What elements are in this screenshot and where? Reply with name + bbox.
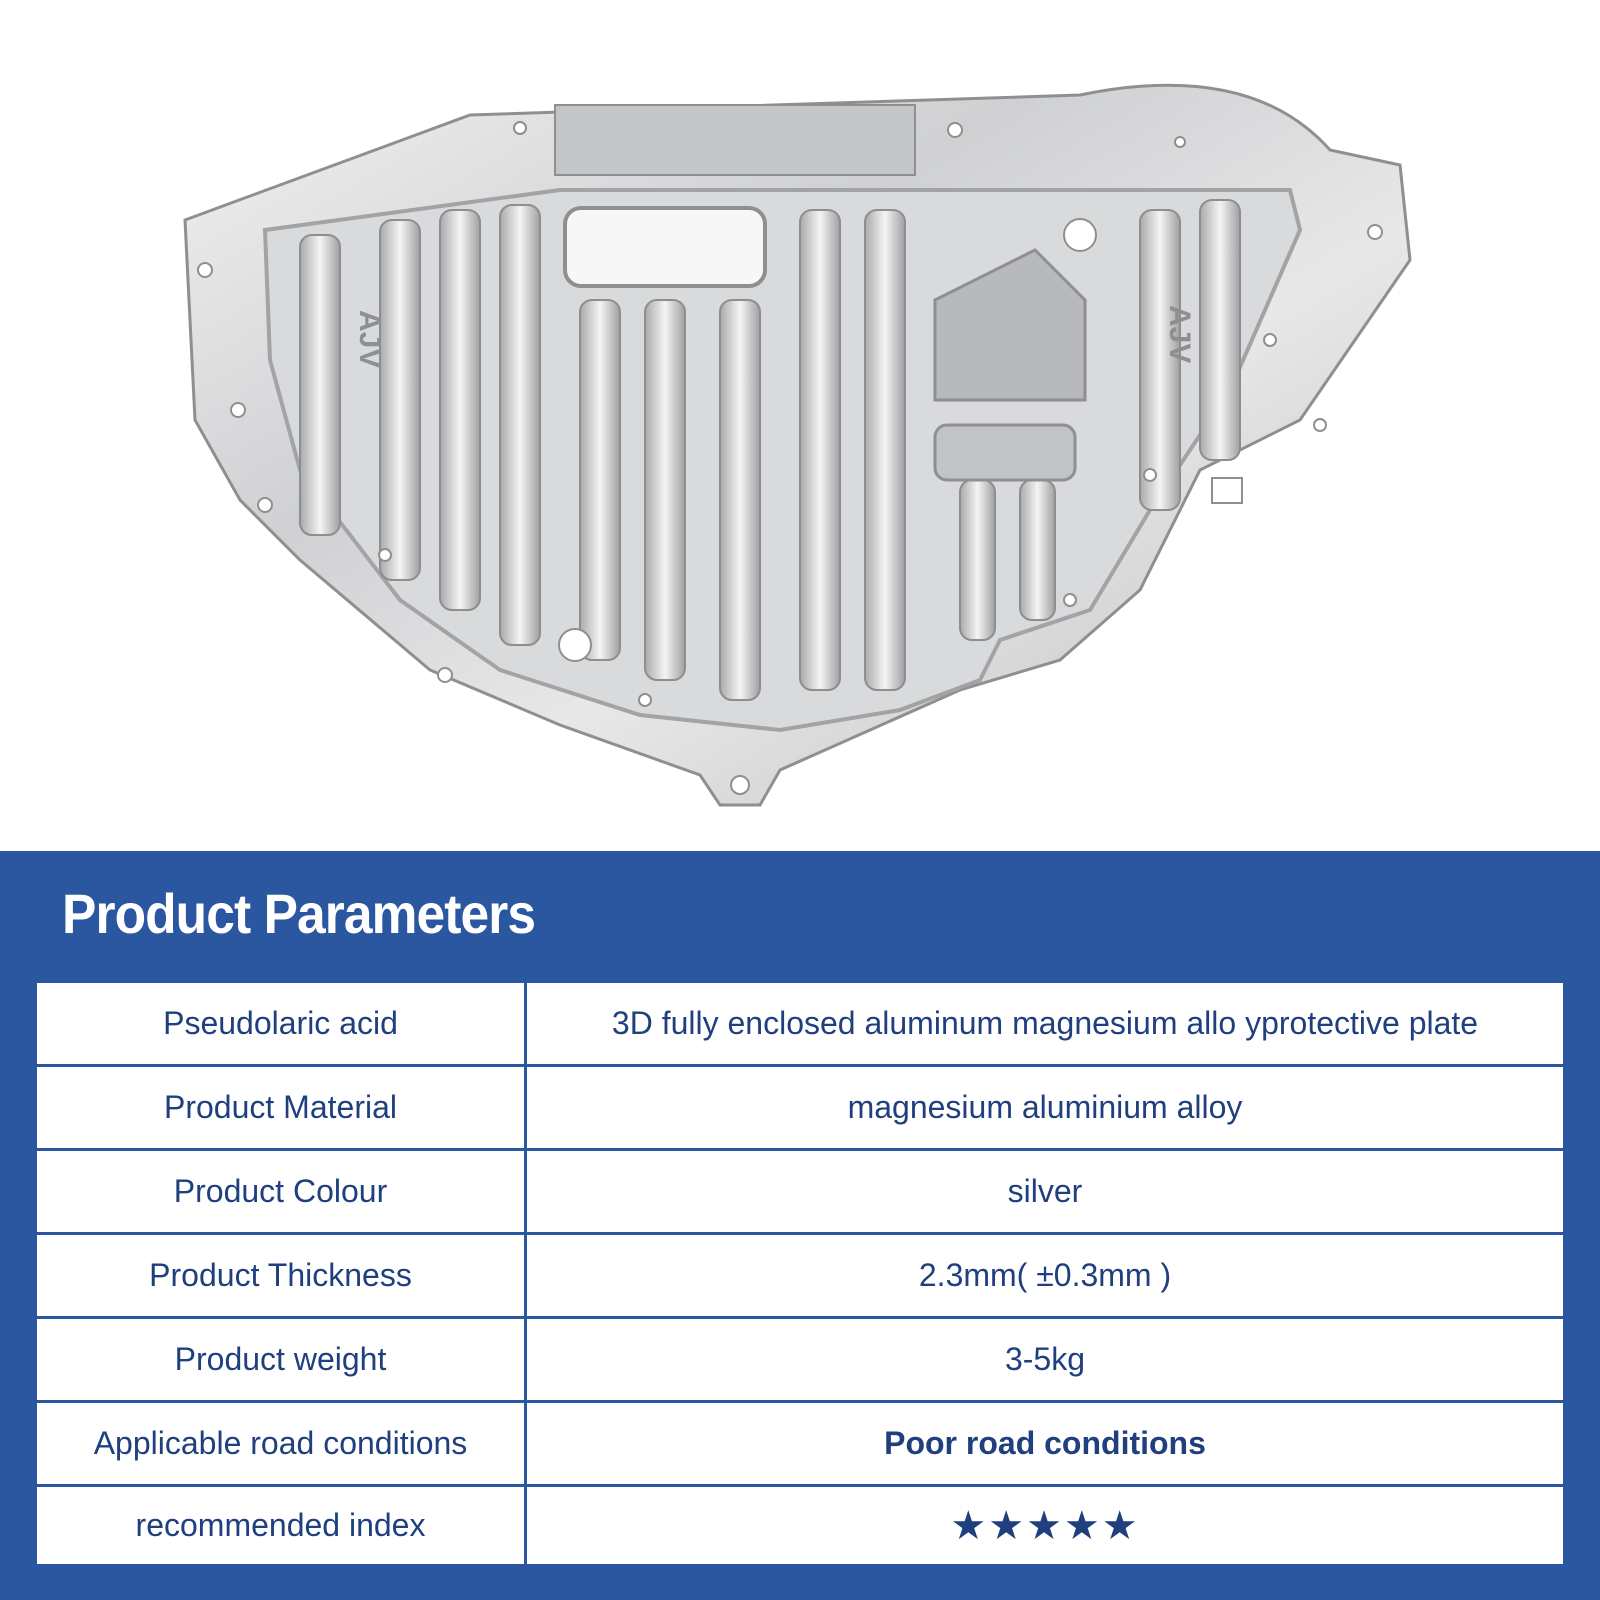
parameters-table [37,983,1563,1564]
param-value: Poor road conditions [884,1425,1206,1461]
table-row [37,1235,1563,1319]
embossed-mark-right: AJV [1163,305,1196,364]
param-value: magnesium aluminium alloy [847,1089,1243,1125]
param-label: Product Colour [37,1151,527,1232]
param-label: Product Thickness [37,1235,527,1316]
param-label: Pseudolaric acid [37,983,527,1064]
param-value: silver [1007,1173,1083,1209]
param-label: Product weight [37,1319,527,1400]
table-row [37,983,1563,1067]
table-row [37,1151,1563,1235]
param-label: Applicable road conditions [37,1403,527,1484]
rating-cell [527,1487,1563,1564]
param-value: 3D fully enclosed aluminum magnesium allo yprotective plate [611,1005,1479,1041]
table-row [37,1067,1563,1151]
table-row [37,1487,1563,1564]
top-bracket [555,105,915,175]
product-parameters-panel [0,851,1600,1600]
param-label: Product Material [37,1067,527,1148]
plate-cutout [565,208,765,286]
param-value: 2.3mm( ±0.3mm ) [918,1257,1172,1293]
table-row [37,1403,1563,1487]
star-rating: ★★★★★ [950,1503,1140,1548]
panel-title: Product Parameters [62,882,536,945]
param-label: recommended index [37,1487,527,1564]
param-value: 3-5kg [1004,1341,1086,1377]
embossed-mark-left: AJV [353,310,386,369]
table-row [37,1319,1563,1403]
